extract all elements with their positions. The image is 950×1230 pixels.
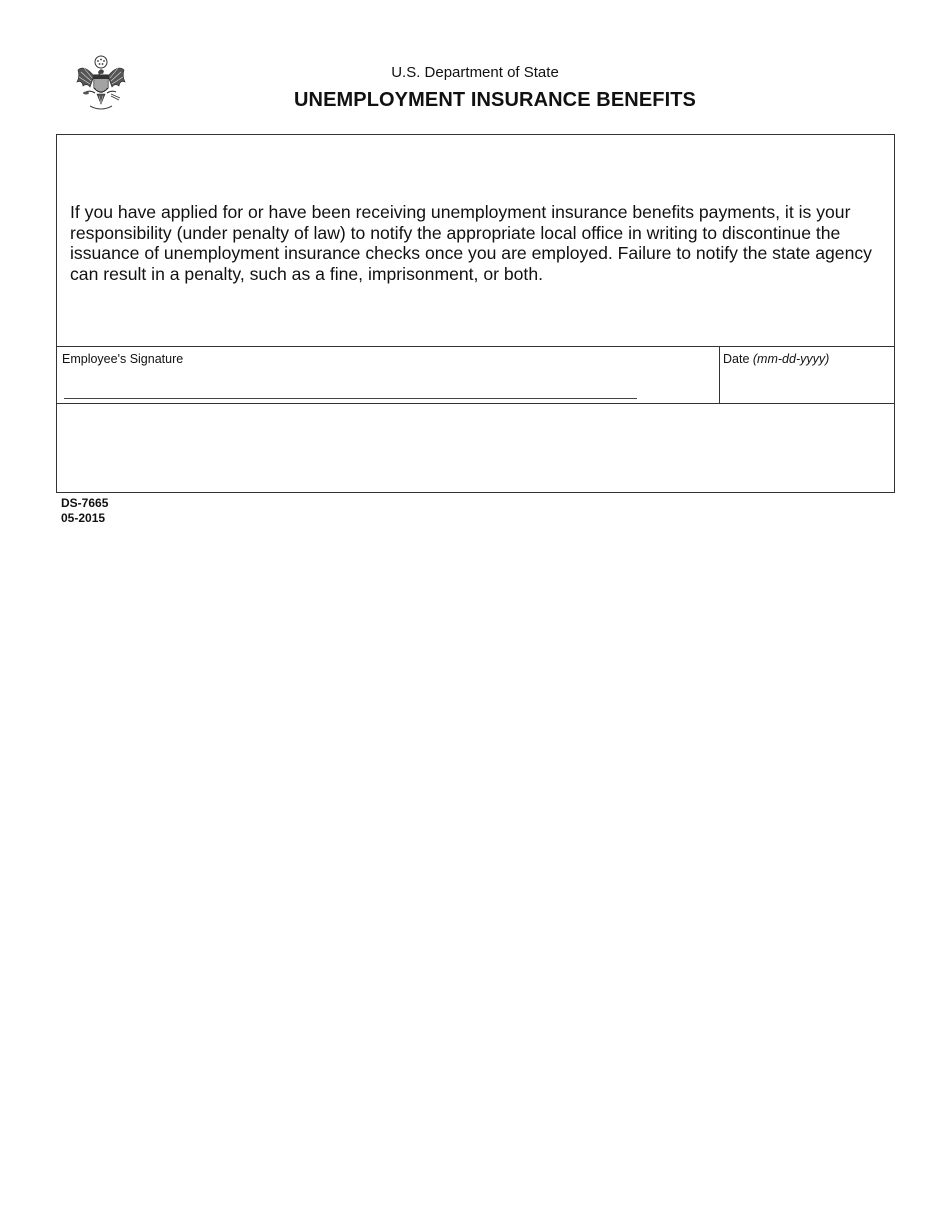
date-field[interactable] [720,347,894,403]
form-number-block [61,496,108,525]
signature-label: Employee's Signature [62,352,184,366]
notice-text: If you have applied for or have been receiving unemployment insurance benefits payments, it is your responsibility (under penalty of law) to notify the appropriate local office in writing to discontinue the issuance of unemployment insurance checks once you are employed. Failure to notify the state agency can result in a penalty, such as a fine, imprisonment, or both. [70,202,872,284]
signature-line[interactable] [64,398,637,399]
date-label [723,352,829,366]
form-box [56,134,895,493]
date-format-hint: (mm-dd-yyyy) [752,352,830,366]
form-id: DS-7665 [61,496,109,510]
signature-field[interactable] [57,347,720,403]
form-revision-date: 05-2015 [61,510,106,525]
date-label-text: Date [723,352,750,366]
department-name: U.S. Department of State [391,64,559,81]
signature-row [57,346,894,404]
form-title: UNEMPLOYMENT INSURANCE BENEFITS [293,89,696,111]
